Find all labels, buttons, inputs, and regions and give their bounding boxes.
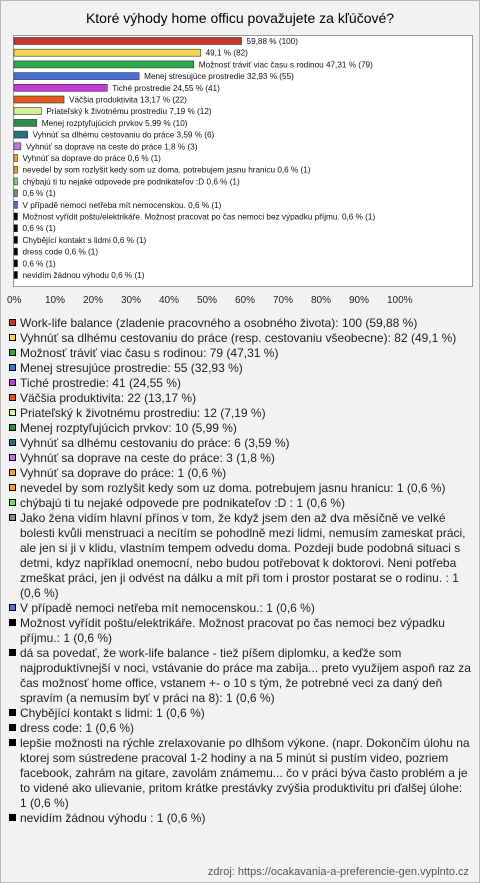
legend-item [9,391,471,406]
x-tick-label: 100% [387,295,413,306]
bar-label: Menej rozptyľujúcich prvkov 5,99 % (10) [41,118,188,128]
bar [14,236,18,243]
bar [14,84,107,91]
legend-swatch [9,439,16,446]
legend-text: dá sa povedať, že work-life balance - tiež píšem diplomku, a keďže som najproduktívnejší v noci, vstávanie do práce ma zabíja... preto využijem aspoň raz za čas možnosť home office, vstanem +- o 10 s tým, že potrebné veci za daný deň spravím (a nemusím byť v práci na 8): 1 (0,6 %) [20,646,471,705]
bar [14,166,18,173]
bar-label: nevidím žádnou výhodu 0,6 % (1) [22,271,145,280]
legend-item [9,481,471,496]
chart-title: Ktoré výhody home officu považujete za kľúčové? [85,10,395,26]
x-tick-label: 80% [311,295,332,306]
legend-swatch [9,724,16,731]
bar [14,143,21,150]
legend-swatch [9,334,16,341]
legend-swatch [9,484,16,491]
chart-svg [1,1,480,311]
bar-label: Vyhnúť sa doprave do práce 0,6 % (1) [22,154,161,163]
x-tick-label: 0% [7,295,22,306]
bar [14,260,18,267]
legend-swatch [9,469,16,476]
bar-label: Priateľský k životnému prostrediu 7,19 % (12) [46,107,212,117]
bar-label: 49,1 % (82) [205,48,248,58]
bar [14,131,28,138]
legend-item [9,511,471,601]
bar-label: Tiché prostredie 24,55 % (41) [112,83,220,93]
legend-item [9,406,471,421]
legend-swatch [9,349,16,356]
legend-item [9,421,471,436]
legend-text: Vyhnúť sa dlhému cestovaniu do práce (resp. cestovaniu všeobecne): 82 (49,1 %) [20,331,457,345]
x-tick-label: 30% [121,295,142,306]
x-tick-label: 60% [235,295,256,306]
legend-item [9,811,471,826]
legend-item [9,346,471,361]
legend-swatch [9,514,16,521]
legend-swatch [9,364,16,371]
legend-item [9,436,471,451]
legend-swatch [9,409,16,416]
legend-text: Vyhnúť sa dlhému cestovaniu do práce: 6 (3,59 %) [20,436,290,450]
legend-swatch [9,649,16,656]
bar-label: Menej stresujúce prostredie 32,93 % (55) [144,72,294,82]
bar [14,49,201,56]
legend-swatch [9,379,16,386]
bar [14,225,18,232]
legend-item [9,601,471,616]
legend-text: nevidím žádnou výhodu : 1 (0,6 %) [20,811,206,825]
legend-text: Väčšia produktivita: 22 (13,17 %) [20,391,197,405]
legend-item [9,361,471,376]
bar [14,272,18,279]
legend-text: Možnosť tráviť viac času s rodinou: 79 (47,31 %) [20,346,279,360]
legend-item [9,706,471,721]
legend-swatch [9,499,16,506]
legend-text: lepšie možnosti na rýchle zrelaxovanie po dlhšom výkone. (napr. Dokončím úlohu na ktorej som sústredene pracoval 1-2 hodiny a na 5 minút si pustím video, pozriem facebook, zahrám na gitare, zavolám známemu... čo v práci býva často problém a je to videné ako ulievanie, pritom krátke prestávky zvýšia produktivitu pri ďalšej úlohe: 1 (0,6 %) [20,736,470,810]
bar [14,155,18,162]
legend-item [9,496,471,511]
legend-text: Vyhnúť sa doprave do práce: 1 (0,6 %) [20,466,227,480]
bar [14,248,18,255]
legend-item [9,451,471,466]
legend-swatch [9,394,16,401]
bar-label: 0,6 % (1) [22,224,56,234]
legend-text: Priateľský k životnému prostrediu: 12 (7,19 %) [20,406,266,420]
bar-label: Vyhnúť sa doprave na ceste do práce 1,8 % (3) [25,142,198,152]
legend-text: chýbajú ti tu nejaké odpovede pre podnikateľov :D : 1 (0,6 %) [20,496,346,510]
x-tick-label: 50% [197,295,218,306]
bar-label: Väčšia produktivita 13,17 % (22) [69,95,187,105]
legend-text: Menej rozptyľujúcich prvkov: 10 (5,99 %) [20,421,237,435]
legend-item [9,466,471,481]
legend-swatch [9,739,16,746]
bar-label: 0,6 % (1) [22,259,56,269]
bar [14,61,194,68]
bar [14,190,18,197]
legend-swatch [9,424,16,431]
bar [14,108,41,115]
bar [14,119,37,126]
bar [14,38,242,45]
bar-label: Chybějící kontakt s lidmi 0,6 % (1) [22,235,147,245]
legend-item [9,316,471,331]
source-note: zdroj: https://ocakavania-a-preferencie-gen.vyplnto.cz [207,866,469,878]
legend-swatch [9,604,16,611]
bar-label: Možnosť tráviť viac času s rodinou 47,31 % (79) [198,60,373,70]
legend-item [9,376,471,391]
bar [14,201,18,208]
bar-label: Vyhnúť sa dlhému cestovaniu do práce 3,59 % (6) [32,130,215,140]
legend-text: Možnost vyřídit poštu/elektrikáře. Možnost pracovat po čas nemoci bez výpadku příjmu.: 1 (0,6 %) [20,616,445,645]
legend-text: V případě nemoci netřeba mít nemocenskou.: 1 (0,6 %) [20,601,315,615]
bar-label: V případě nemoci netřeba mít nemocenskou. 0,6 % (1) [22,200,222,210]
bar-label: 0,6 % (1) [22,189,56,199]
bar [14,213,18,220]
legend-text: Chybějící kontakt s lidmi: 1 (0,6 %) [20,706,205,720]
legend-swatch [9,814,16,821]
legend-item [9,736,471,811]
legend-swatch [9,709,16,716]
bar-label: dress code 0,6 % (1) [22,247,99,257]
legend-text: nevedel by som rozlyšit kedy som uz doma. potrebujem jasnu hranicu: 1 (0,6 %) [20,481,446,495]
legend-swatch [9,454,16,461]
legend-text: dress code: 1 (0,6 %) [20,721,135,735]
legend-text: Work-life balance (zladenie pracovného a osobného života): 100 (59,88 %) [20,316,418,330]
legend-text: Vyhnúť sa doprave na ceste do práce: 3 (1,8 %) [20,451,275,465]
x-tick-label: 40% [159,295,180,306]
x-tick-label: 10% [45,295,66,306]
bar-label: nevedel by som rozlyšit kedy som uz doma. potrebujem jasnu hranicu 0,6 % (1) [22,165,311,175]
bar [14,178,18,185]
legend-item [9,331,471,346]
legend [9,316,471,826]
bar [14,96,64,103]
legend-text: Menej stresujúce prostredie: 55 (32,93 %) [20,361,243,375]
legend-item [9,646,471,706]
legend-text: Jako žena vidím hlavní přínos v tom, že když jsem den až dva měsíčně ve velké bolesti kvůli menstruaci a necítím se pohodlně mezi lidmi, nemusím zameskat práci, ale jen si ji v klidu, vlastním tempem odvedu doma. Pozdeji bude podobná situaci s detmi, kdyz například onemocní, nebo budou potřebovat k doktorovi. Neni potřeba zmeškat práci, jen ji odvést na dálku a mít při tom i prostor postarat se o rodinu. : 1 (0,6 %) [20,511,466,600]
bar-label: 59,88 % (100) [246,37,298,46]
x-tick-label: 70% [273,295,294,306]
bar-label: chýbajú ti tu nejaké odpovede pre podnikateľov :D 0,6 % (1) [22,177,240,187]
legend-swatch [9,619,16,626]
bar [14,73,139,80]
x-tick-label: 90% [349,295,370,306]
x-tick-label: 20% [83,295,104,306]
bar-label: Možnost vyřídit poštu/elektrikáře. Možnost pracovat po čas nemoci bez výpadku příjmu. 0,6 % (1) [22,212,376,222]
legend-item [9,721,471,736]
legend-item [9,616,471,646]
legend-swatch [9,319,16,326]
legend-text: Tiché prostredie: 41 (24,55 %) [20,376,181,390]
